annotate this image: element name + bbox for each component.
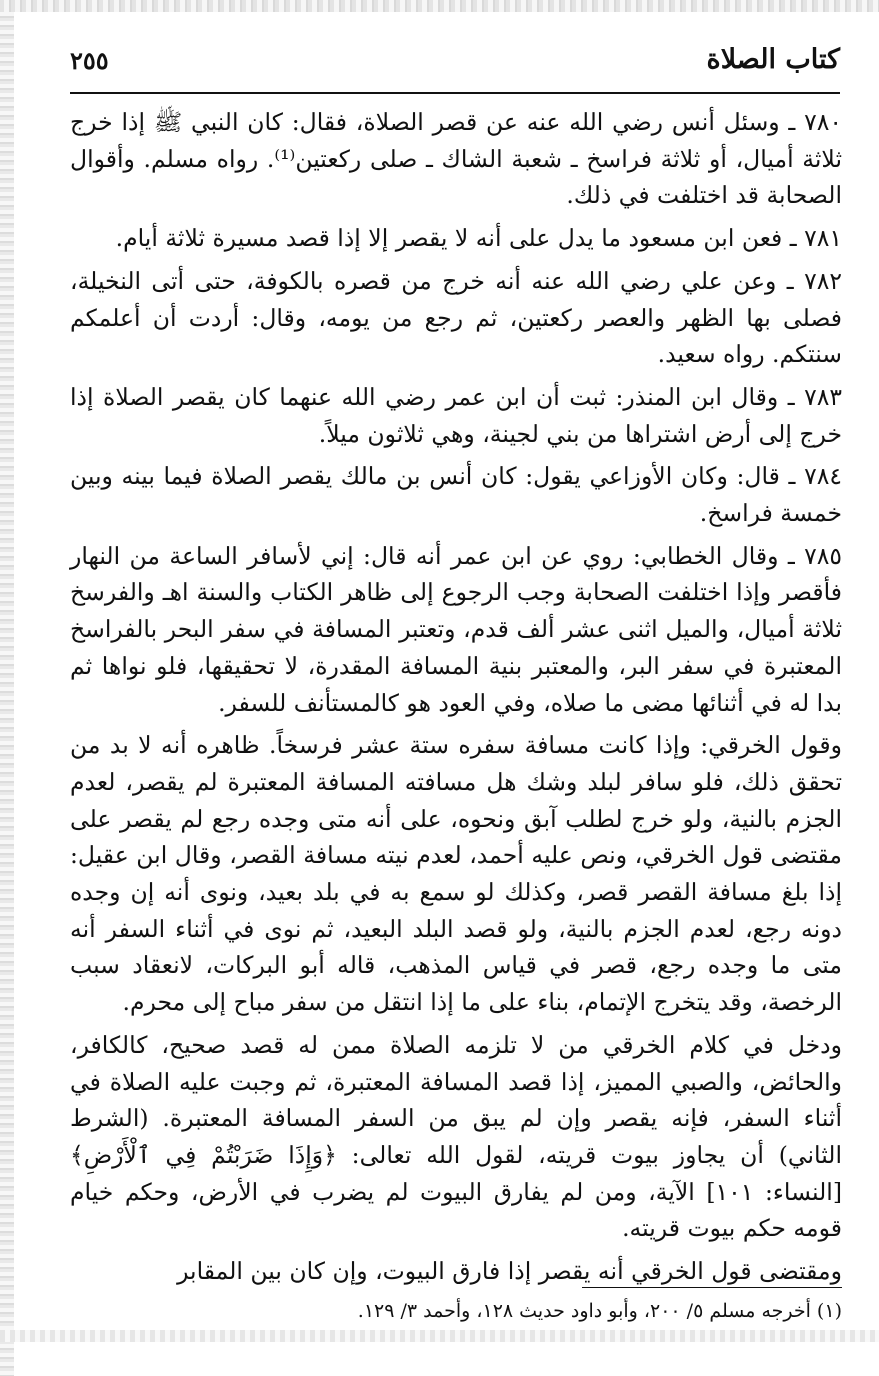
paragraph-780: ٧٨٠ ـ وسئل أنس رضي الله عنه عن قصر الصلاة، فقال: كان النبي ﷺ إذا خرج ثلاثة أميال، أو ثلاثة فراسخ ـ شعبة الشاك ـ صلى ركعتين⁽¹⁾. رواه مسلم. وأقوال الصحابة قد اختلفت في ذلك. (70, 108, 842, 210)
header-rule (70, 92, 840, 94)
paragraph-783: ٧٨٣ ـ وقال ابن المنذر: ثبت أن ابن عمر رضي الله عنهما كان يقصر الصلاة إذا خرج إلى أرض اشتراها من بني لجينة، وهي ثلاثون ميلاً. (70, 382, 842, 448)
footnote-rule (582, 1287, 842, 1288)
paragraph-784: ٧٨٤ ـ قال: وكان الأوزاعي يقول: كان أنس بن مالك يقصر الصلاة فيما بينه وبين خمسة فراسخ. (70, 462, 842, 528)
page-number: ٢٥٥ (70, 46, 109, 75)
scan-edge-bottom (0, 1330, 879, 1342)
paragraph-kharaqi-houses: ومقتضى قول الخرقي أنه يقصر إذا فارق البيوت، وإن كان بين المقابر (177, 1257, 842, 1286)
paragraph-kharaqi-distance: وقول الخرقي: وإذا كانت مسافة سفره ستة عشر فرسخاً. ظاهره أنه لا بد من تحقق ذلك، فلو سافر لبلد وشك هل مسافته المسافة المعتبرة لم يقصر، لعدم الجزم بالنية، ولو خرج لطلب آبق ونحوه، على أنه متى وجده رجع لم يقصر على مقتضى قول الخرقي، ونص عليه أحمد، لعدم نيته مسافة القصر، وقال ابن عقيل: إذا بلغ مسافة القصر قصر، وكذلك لو سمع به في بلد بعيد، ونوى أنه إن وجده دونه رجع، لعدم الجزم بالنية، ولو قصد البلد البعيد، ثم نوى في أثناء السفر أنه متى ما وجده رجع، قصر في قياس المذهب، قاله أبو البركات، لانعقاد سبب الرخصة، وقد يتخرج الإتمام، بناء على ما إذا انتقل من سفر مباح إلى محرم. (70, 731, 842, 1017)
page-header (70, 44, 840, 84)
paragraph-kharaqi-intent: ودخل في كلام الخرقي من لا تلزمه الصلاة ممن له قصد صحيح، كالكافر، والحائض، والصبي المميز، إذا قصد المسافة المعتبرة، ثم وجبت عليه الصلاة في أثناء السفر، فإنه يقصر وإن لم يبق من السفر المسافة المعتبرة. (الشرط الثاني) أن يجاوز بيوت قريته، لقول الله تعالى: ﴿وَإِذَا ضَرَبْتُمْ فِي ٱلْأَرْضِ﴾ [النساء: ١٠١] الآية، ومن لم يفارق البيوت لم يضرب في الأرض، وحكم خيام قومه حكم بيوت قريته. (70, 1030, 842, 1243)
scan-edge-left (0, 0, 14, 1376)
paragraph-781: ٧٨١ ـ فعن ابن مسعود ما يدل على أنه لا يقصر إلا إذا قصد مسيرة ثلاثة أيام. (115, 224, 842, 253)
paragraph-782: ٧٨٢ ـ وعن علي رضي الله عنه أنه خرج من قصره بالكوفة، حتى أتى النخيلة، فصلى بها الظهر والعصر ركعتين، ثم رجع من يومه، وقال: أردت أن أعلمكم سنتكم. رواه سعيد. (70, 266, 842, 369)
page-title: كتاب الصلاة (706, 44, 840, 75)
main-text (70, 104, 842, 1296)
scan-edge-top (0, 0, 879, 12)
paragraph-785: ٧٨٥ ـ وقال الخطابي: روي عن ابن عمر أنه قال: إني لأسافر الساعة من النهار فأقصر وإذا اختلفت الصحابة وجب الرجوع إلى ظاهر الكتاب والسنة اهـ والفرسخ ثلاثة أميال، والميل اثنى عشر ألف قدم، وتعتبر المسافة في سفر البحر بالفراسخ المعتبرة في سفر البر، والمعتبر بنية المسافة المقدرة، لا تحقيقها، فلو نواها ثم بدا له في أثنائها مضى ما صلاه، وفي العود هو كالمستأنف للسفر. (70, 541, 842, 717)
footnote: (١) أخرجه مسلم ٥/ ٢٠٠، وأبو داود حديث ١٢٨، وأحمد ٣/ ١٢٩. (357, 1300, 842, 1322)
